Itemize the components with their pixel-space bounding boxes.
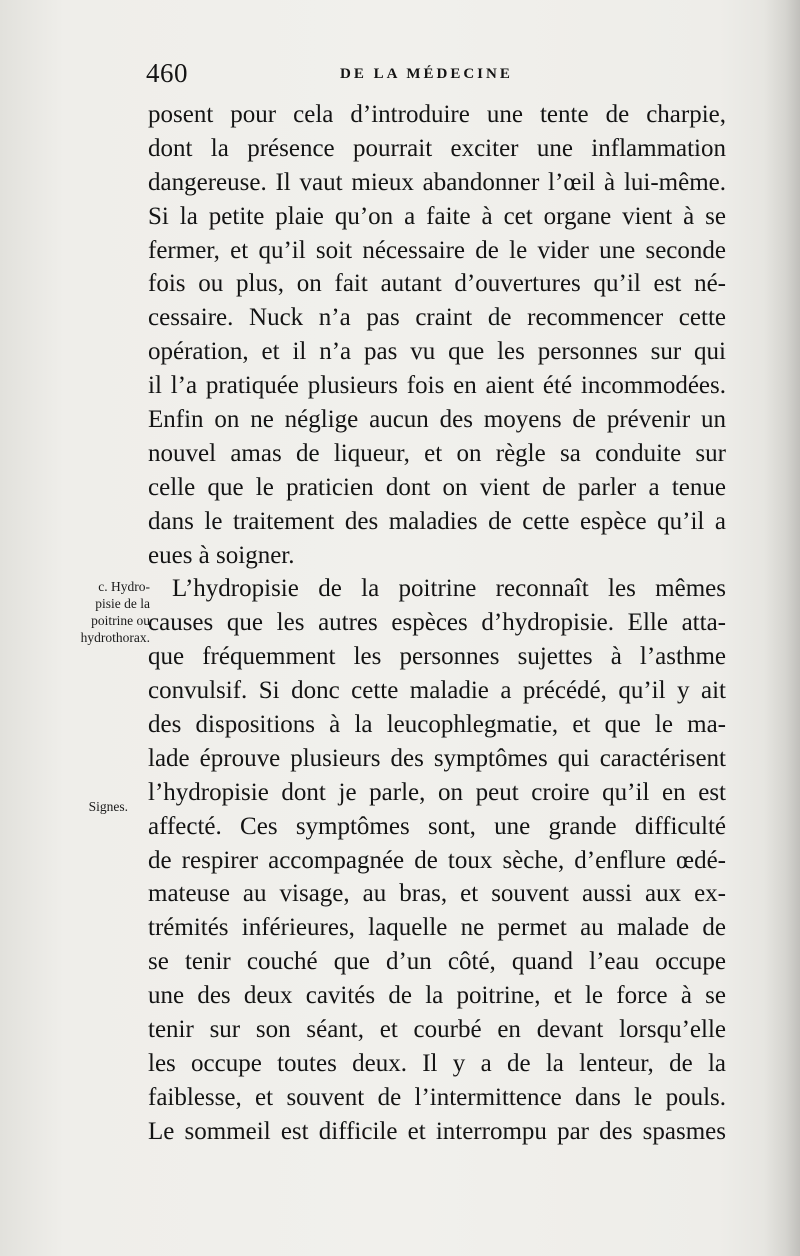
text-line: dangereuse. Il vaut mieux abandonner l’œil à lui-même. [148,168,726,196]
body-text [148,98,726,1149]
text-line: faiblesse, et souvent de l’intermittence dans le pouls. [148,1083,726,1111]
text-line: convulsif. Si donc cette maladie a précédé, qu’il y ait [148,677,726,705]
margin-note-line: hydrothorax. [80,630,150,645]
text-line: Le sommeil est difficile et interrompu par des spasmes [148,1117,726,1145]
text-line: de respirer accompagnée de toux sèche, d’enflure œdé- [148,846,726,874]
text-line: lade éprouve plusieurs des symptômes qui caractérisent [148,744,726,772]
page-edge-shadow [764,0,800,1256]
margin-note-hydrothorax [46,578,150,646]
text-line: fois ou plus, on fait autant d’ouvertures qu’il est né- [148,270,726,298]
text-line: dans le traitement des maladies de cette espèce qu’il a [148,507,726,535]
text-line: mateuse au visage, au bras, et souvent aussi aux ex- [148,880,726,908]
margin-note-line: poitrine ou [91,613,150,628]
text-line: l’hydropisie dont je parle, on peut croire qu’il en est [148,778,726,806]
text-line: dont la présence pourrait exciter une inflammation [148,134,726,162]
text-line: nouvel amas de liqueur, et on règle sa conduite sur [148,439,726,467]
text-line: fermer, et qu’il soit nécessaire de le vider une seconde [148,236,726,264]
text-line: tenir sur son séant, et courbé en devant lorsqu’elle [148,1016,726,1044]
margin-note-line: c. Hydro- [98,579,150,594]
running-head: DE LA MÉDECINE [340,66,513,82]
text-line: causes que les autres espèces d’hydropisie. Elle atta- [148,609,726,637]
page-number: 460 [146,58,188,88]
text-line: les occupe toutes deux. Il y a de la lenteur, de la [148,1049,726,1077]
margin-note-line: pisie de la [95,596,150,611]
text-line: Si la petite plaie qu’on a faite à cet organe vient à se [148,202,726,230]
text-line: L’hydropisie de la poitrine reconnaît les mêmes [172,575,726,603]
text-line: des dispositions à la leucophlegmatie, et que le ma- [148,711,726,739]
text-line: affecté. Ces symptômes sont, une grande difficulté [148,812,726,840]
text-line: trémités inférieures, laquelle ne permet au malade de [148,914,726,942]
margin-note-signes: Signes. [88,799,128,814]
text-line: il l’a pratiquée plusieurs fois en aient été incommodées. [148,372,726,400]
text-line: eues à soigner. [148,541,295,569]
text-line: se tenir couché que d’un côté, quand l’eau occupe [148,948,726,976]
text-line: Enfin on ne néglige aucun des moyens de prévenir un [148,406,726,434]
text-line: une des deux cavités de la poitrine, et le force à se [148,982,726,1010]
text-line: celle que le praticien dont on vient de parler a tenue [148,473,726,501]
text-line: cessaire. Nuck n’a pas craint de recommencer cette [148,304,726,332]
text-line: opération, et il n’a pas vu que les personnes sur qui [148,338,726,366]
text-line: que fréquemment les personnes sujettes à l’asthme [148,643,726,671]
text-line: posent pour cela d’introduire une tente de charpie, [148,101,726,128]
page-header [0,58,800,98]
